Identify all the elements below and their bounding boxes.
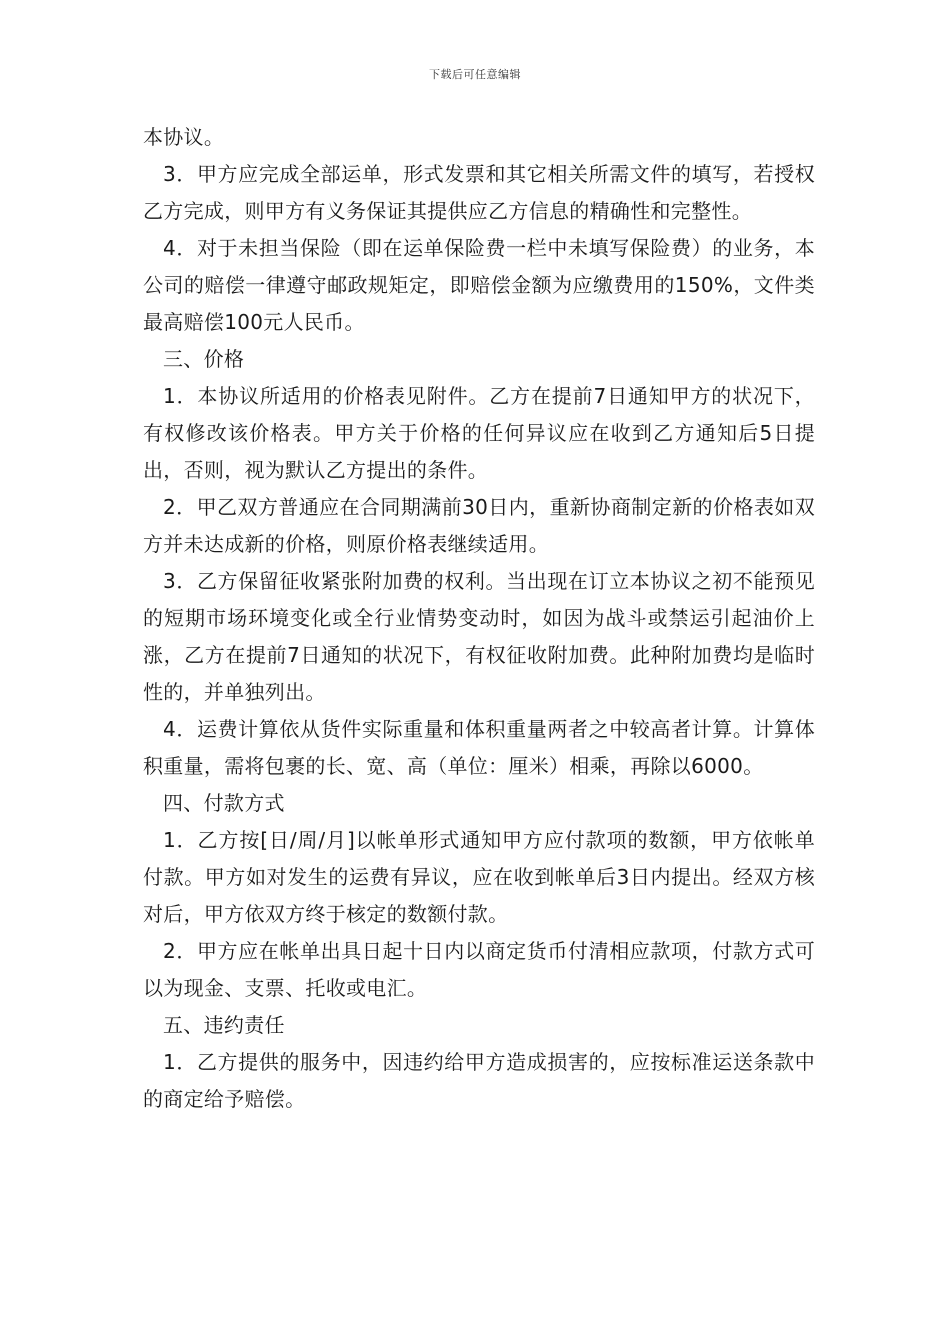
paragraph-continuation: 本协议。 xyxy=(143,125,225,149)
clause-2-3: 3．甲方应完成全部运单，形式发票和其它相关所需文件的填写，若授权乙方完成，则甲方有义务保证其提供应乙方信息的精确性和完整性。 xyxy=(143,162,815,223)
clause-3-3: 3．乙方保留征收紧张附加费的权利。当出现在订立本协议之初不能预见的短期市场环境变化或全行业情势变动时，如因为战斗或禁运引起油价上涨，乙方在提前7日通知的状况下，有权征收附加费。此种附加费均是临时性的，并单独列出。 xyxy=(143,569,815,704)
document-body xyxy=(143,119,815,1118)
clause-3-4: 4．运费计算依从货件实际重量和体积重量两者之中较高者计算。计算体积重量，需将包裹的长、宽、高（单位：厘米）相乘，再除以6000。 xyxy=(143,717,815,778)
section-heading-payment: 四、付款方式 xyxy=(163,791,285,815)
clause-4-1: 1．乙方按[日/周/月]以帐单形式通知甲方应付款项的数额，甲方依帐单付款。甲方如对发生的运费有异议，应在收到帐单后3日内提出。经双方核对后，甲方依双方终于核定的数额付款。 xyxy=(143,828,815,926)
clause-3-1: 1．本协议所适用的价格表见附件。乙方在提前7日通知甲方的状况下，有权修改该价格表。甲方关于价格的任何异议应在收到乙方通知后5日提出，否则，视为默认乙方提出的条件。 xyxy=(143,384,815,482)
clause-2-4: 4．对于未担当保险（即在运单保险费一栏中未填写保险费）的业务，本公司的赔偿一律遵守邮政规矩定，即赔偿金额为应缴费用的150%，文件类最高赔偿100元人民币。 xyxy=(143,236,815,334)
page-header: 下载后可任意编辑 xyxy=(429,68,521,81)
clause-3-2: 2．甲乙双方普通应在合同期满前30日内，重新协商制定新的价格表如双方并未达成新的价格，则原价格表继续适用。 xyxy=(143,495,815,556)
clause-4-2: 2．甲方应在帐单出具日起十日内以商定货币付清相应款项，付款方式可以为现金、支票、托收或电汇。 xyxy=(143,939,815,1000)
clause-5-1: 1．乙方提供的服务中，因违约给甲方造成损害的，应按标准运送条款中的商定给予赔偿。 xyxy=(143,1050,815,1111)
section-heading-liability: 五、违约责任 xyxy=(163,1013,285,1037)
section-heading-price: 三、价格 xyxy=(163,347,245,371)
